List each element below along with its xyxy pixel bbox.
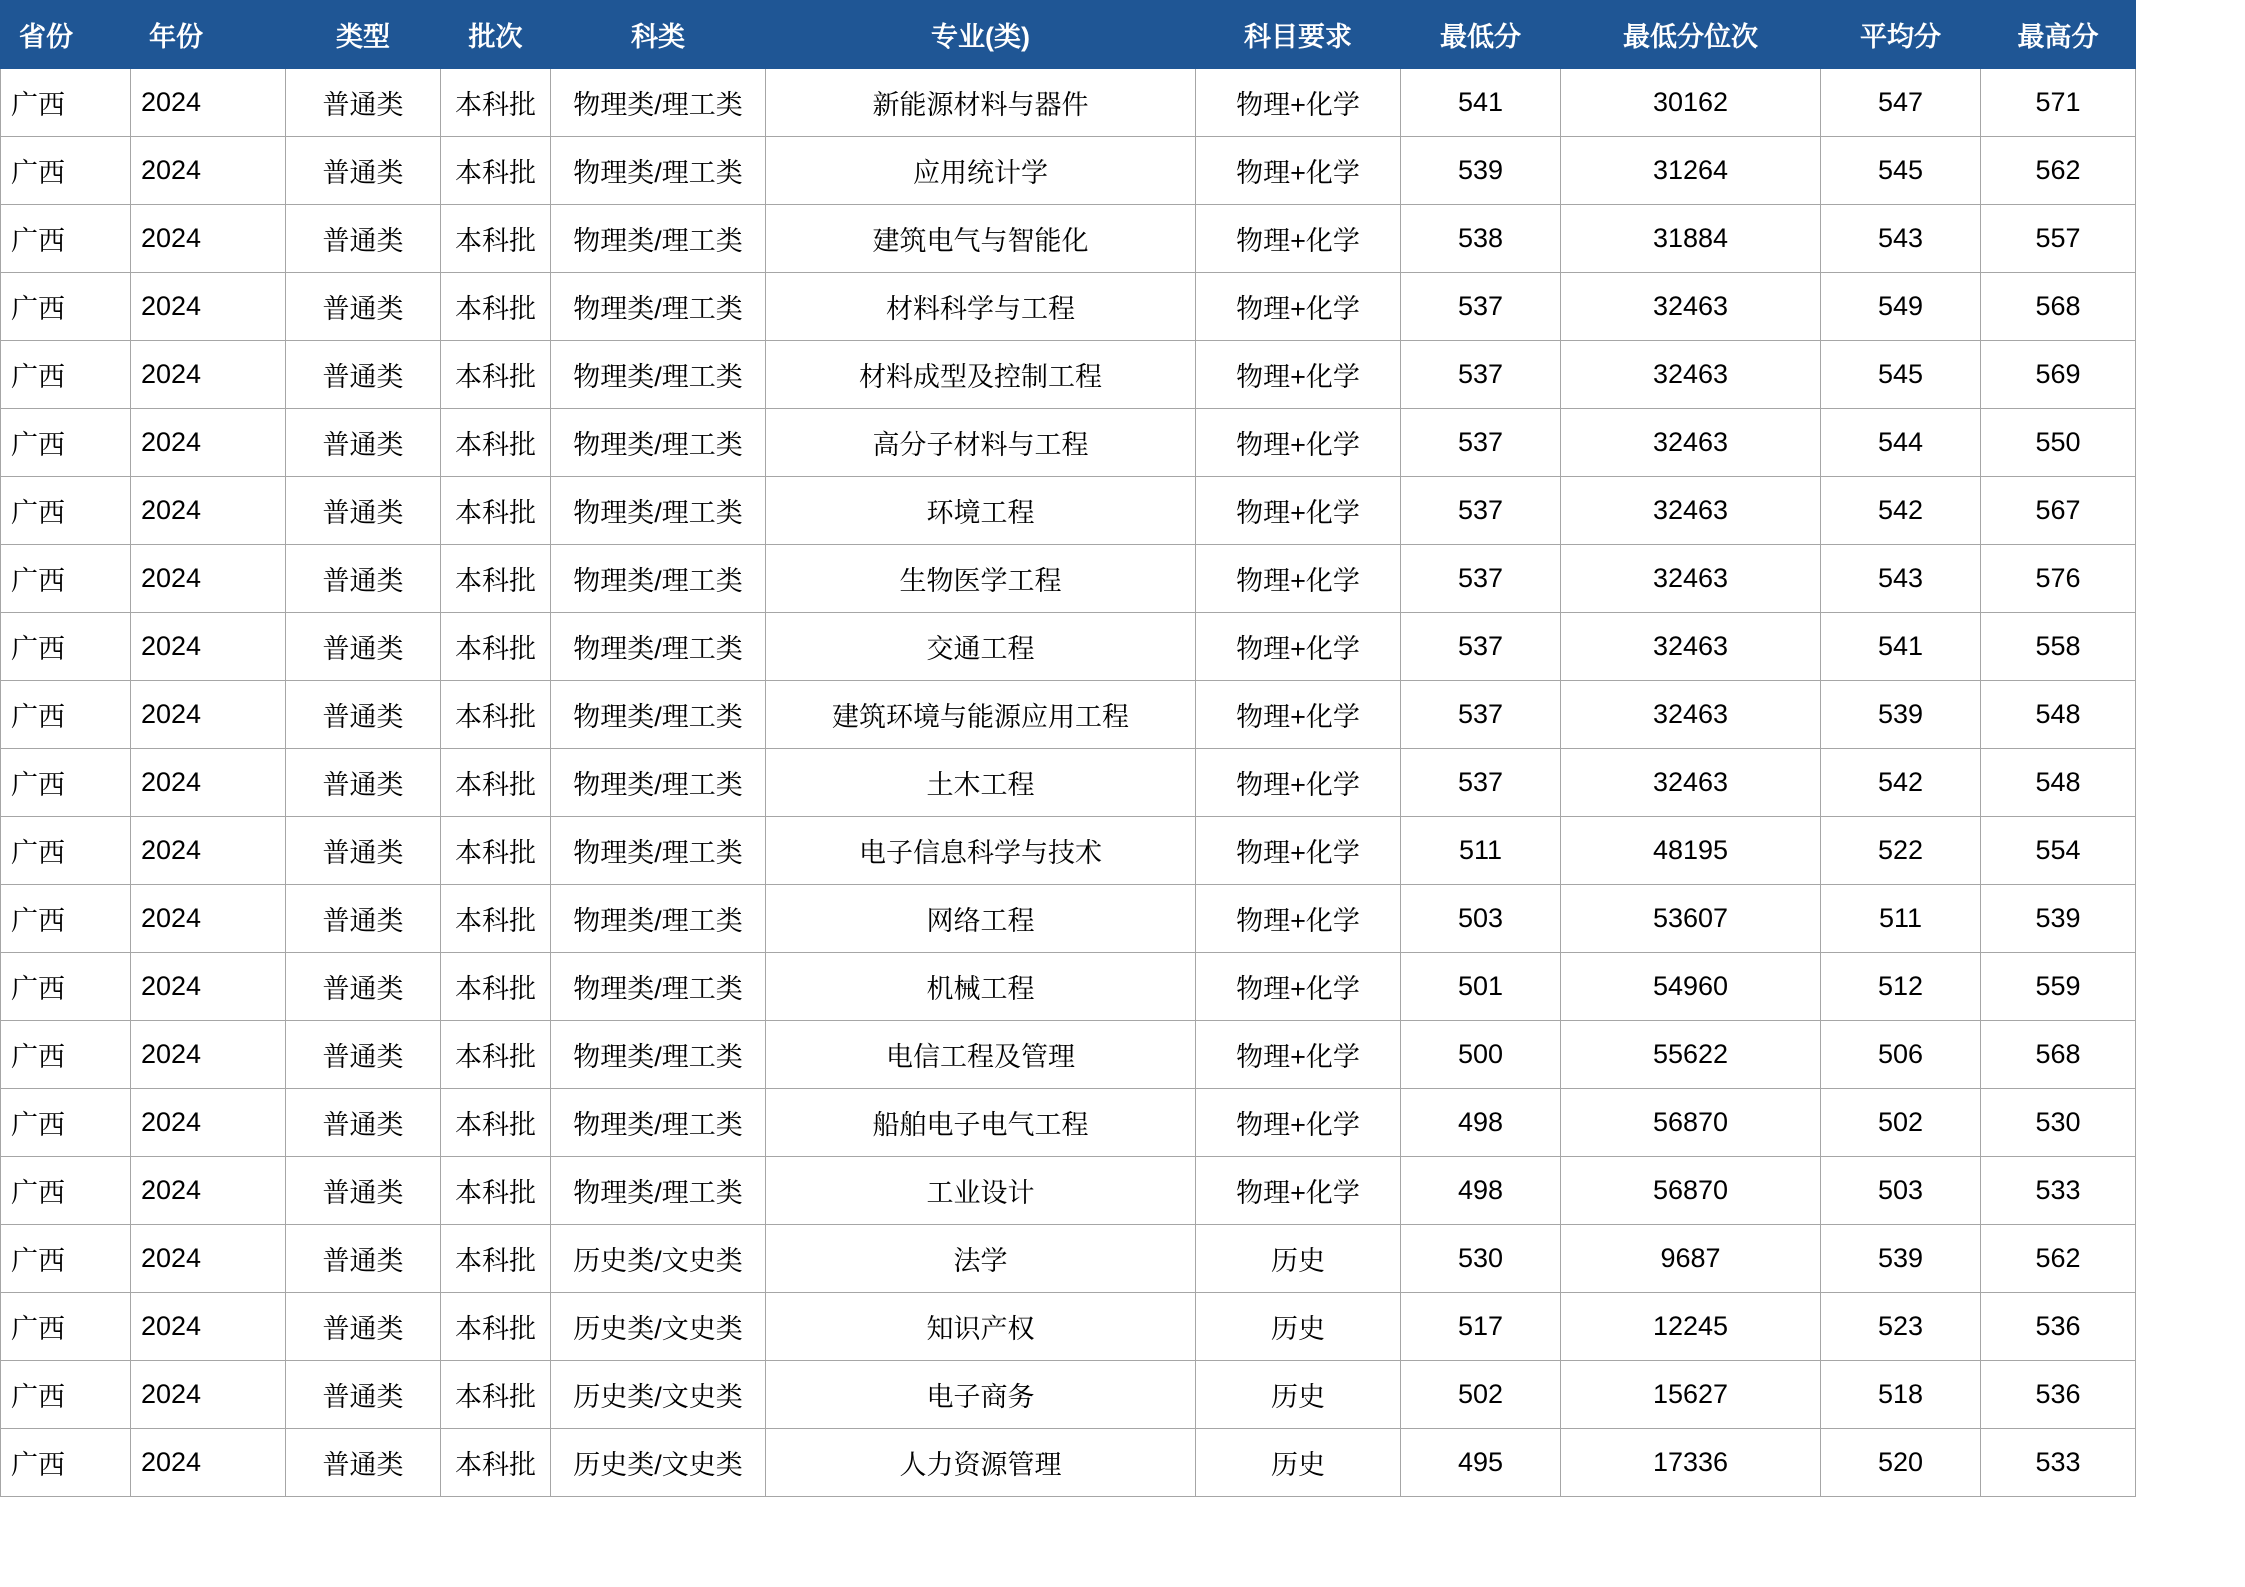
cell-min_score[interactable]: 541: [1401, 69, 1561, 137]
cell-min_rank[interactable]: 48195: [1561, 817, 1821, 885]
cell-province[interactable]: 广西: [1, 1157, 131, 1225]
cell-batch[interactable]: 本科批: [441, 953, 551, 1021]
cell-batch[interactable]: 本科批: [441, 341, 551, 409]
cell-type[interactable]: 普通类: [286, 1293, 441, 1361]
cell-max_score[interactable]: 530: [1981, 1089, 2136, 1157]
cell-avg_score[interactable]: 545: [1821, 341, 1981, 409]
table-row[interactable]: [1, 953, 2136, 1021]
cell-major[interactable]: 高分子材料与工程: [766, 409, 1196, 477]
cell-major[interactable]: 电信工程及管理: [766, 1021, 1196, 1089]
cell-max_score[interactable]: 533: [1981, 1157, 2136, 1225]
cell-type[interactable]: 普通类: [286, 409, 441, 477]
cell-major[interactable]: 交通工程: [766, 613, 1196, 681]
table-row[interactable]: [1, 1157, 2136, 1225]
cell-category[interactable]: 物理类/理工类: [551, 1021, 766, 1089]
cell-province[interactable]: 广西: [1, 953, 131, 1021]
cell-avg_score[interactable]: 549: [1821, 273, 1981, 341]
table-row[interactable]: [1, 341, 2136, 409]
cell-max_score[interactable]: 548: [1981, 749, 2136, 817]
column-header-min_score[interactable]: 最低分: [1401, 1, 1561, 69]
cell-avg_score[interactable]: 523: [1821, 1293, 1981, 1361]
cell-year[interactable]: 2024: [131, 885, 286, 953]
cell-category[interactable]: 物理类/理工类: [551, 273, 766, 341]
cell-max_score[interactable]: 568: [1981, 273, 2136, 341]
cell-major[interactable]: 工业设计: [766, 1157, 1196, 1225]
cell-major[interactable]: 生物医学工程: [766, 545, 1196, 613]
cell-avg_score[interactable]: 542: [1821, 749, 1981, 817]
cell-year[interactable]: 2024: [131, 1021, 286, 1089]
table-row[interactable]: [1, 1293, 2136, 1361]
cell-min_rank[interactable]: 31884: [1561, 205, 1821, 273]
cell-year[interactable]: 2024: [131, 273, 286, 341]
cell-min_rank[interactable]: 32463: [1561, 613, 1821, 681]
cell-avg_score[interactable]: 506: [1821, 1021, 1981, 1089]
cell-min_score[interactable]: 537: [1401, 273, 1561, 341]
table-body-physics: [1, 69, 2136, 1225]
cell-year[interactable]: 2024: [131, 1293, 286, 1361]
cell-min_score[interactable]: 539: [1401, 137, 1561, 205]
cell-subject[interactable]: 物理+化学: [1196, 681, 1401, 749]
cell-major[interactable]: 机械工程: [766, 953, 1196, 1021]
cell-subject[interactable]: 物理+化学: [1196, 885, 1401, 953]
cell-province[interactable]: 广西: [1, 1225, 131, 1293]
cell-subject[interactable]: 物理+化学: [1196, 545, 1401, 613]
cell-major[interactable]: 建筑电气与智能化: [766, 205, 1196, 273]
cell-batch[interactable]: 本科批: [441, 477, 551, 545]
cell-subject[interactable]: 物理+化学: [1196, 137, 1401, 205]
cell-major[interactable]: 电子商务: [766, 1361, 1196, 1429]
cell-min_rank[interactable]: 15627: [1561, 1361, 1821, 1429]
cell-category[interactable]: 物理类/理工类: [551, 1157, 766, 1225]
cell-year[interactable]: 2024: [131, 545, 286, 613]
cell-province[interactable]: 广西: [1, 69, 131, 137]
cell-batch[interactable]: 本科批: [441, 817, 551, 885]
cell-type[interactable]: 普通类: [286, 1429, 441, 1497]
cell-avg_score[interactable]: 503: [1821, 1157, 1981, 1225]
cell-batch[interactable]: 本科批: [441, 69, 551, 137]
cell-min_rank[interactable]: 32463: [1561, 341, 1821, 409]
cell-subject[interactable]: 物理+化学: [1196, 1089, 1401, 1157]
cell-category[interactable]: 物理类/理工类: [551, 749, 766, 817]
cell-batch[interactable]: 本科批: [441, 409, 551, 477]
cell-year[interactable]: 2024: [131, 1361, 286, 1429]
cell-max_score[interactable]: 558: [1981, 613, 2136, 681]
column-header-batch[interactable]: 批次: [441, 1, 551, 69]
cell-year[interactable]: 2024: [131, 613, 286, 681]
cell-subject[interactable]: 物理+化学: [1196, 477, 1401, 545]
table-row[interactable]: [1, 1021, 2136, 1089]
cell-max_score[interactable]: 536: [1981, 1361, 2136, 1429]
cell-province[interactable]: 广西: [1, 477, 131, 545]
cell-province[interactable]: 广西: [1, 545, 131, 613]
table-header-group: [1, 1, 2136, 69]
cell-type[interactable]: 普通类: [286, 1021, 441, 1089]
cell-subject[interactable]: 历史: [1196, 1293, 1401, 1361]
cell-min_rank[interactable]: 32463: [1561, 273, 1821, 341]
cell-year[interactable]: 2024: [131, 341, 286, 409]
cell-max_score[interactable]: 562: [1981, 137, 2136, 205]
cell-avg_score[interactable]: 543: [1821, 545, 1981, 613]
cell-min_score[interactable]: 537: [1401, 341, 1561, 409]
cell-province[interactable]: 广西: [1, 817, 131, 885]
cell-year[interactable]: 2024: [131, 749, 286, 817]
cell-type[interactable]: 普通类: [286, 1225, 441, 1293]
cell-subject[interactable]: 物理+化学: [1196, 69, 1401, 137]
cell-major[interactable]: 环境工程: [766, 477, 1196, 545]
cell-category[interactable]: 物理类/理工类: [551, 1089, 766, 1157]
cell-min_rank[interactable]: 56870: [1561, 1157, 1821, 1225]
cell-subject[interactable]: 物理+化学: [1196, 273, 1401, 341]
cell-subject[interactable]: 物理+化学: [1196, 1021, 1401, 1089]
cell-min_score[interactable]: 495: [1401, 1429, 1561, 1497]
cell-year[interactable]: 2024: [131, 953, 286, 1021]
cell-year[interactable]: 2024: [131, 205, 286, 273]
cell-batch[interactable]: 本科批: [441, 1429, 551, 1497]
cell-major[interactable]: 新能源材料与器件: [766, 69, 1196, 137]
cell-max_score[interactable]: 568: [1981, 1021, 2136, 1089]
cell-subject[interactable]: 物理+化学: [1196, 953, 1401, 1021]
cell-category[interactable]: 物理类/理工类: [551, 817, 766, 885]
column-header-year[interactable]: 年份: [131, 1, 286, 69]
column-header-major[interactable]: 专业(类): [766, 1, 1196, 69]
table-row[interactable]: [1, 1429, 2136, 1497]
cell-category[interactable]: 历史类/文史类: [551, 1429, 766, 1497]
cell-avg_score[interactable]: 547: [1821, 69, 1981, 137]
cell-max_score[interactable]: 550: [1981, 409, 2136, 477]
cell-year[interactable]: 2024: [131, 817, 286, 885]
cell-type[interactable]: 普通类: [286, 205, 441, 273]
cell-type[interactable]: 普通类: [286, 613, 441, 681]
cell-type[interactable]: 普通类: [286, 1157, 441, 1225]
cell-province[interactable]: 广西: [1, 1293, 131, 1361]
cell-avg_score[interactable]: 542: [1821, 477, 1981, 545]
cell-major[interactable]: 材料科学与工程: [766, 273, 1196, 341]
cell-major[interactable]: 法学: [766, 1225, 1196, 1293]
cell-major[interactable]: 应用统计学: [766, 137, 1196, 205]
cell-type[interactable]: 普通类: [286, 749, 441, 817]
cell-year[interactable]: 2024: [131, 1429, 286, 1497]
cell-province[interactable]: 广西: [1, 341, 131, 409]
table-row[interactable]: [1, 409, 2136, 477]
table-row[interactable]: [1, 137, 2136, 205]
cell-avg_score[interactable]: 522: [1821, 817, 1981, 885]
cell-batch[interactable]: 本科批: [441, 273, 551, 341]
table-row[interactable]: [1, 885, 2136, 953]
table-row[interactable]: [1, 477, 2136, 545]
cell-type[interactable]: 普通类: [286, 273, 441, 341]
cell-max_score[interactable]: 569: [1981, 341, 2136, 409]
cell-province[interactable]: 广西: [1, 613, 131, 681]
cell-category[interactable]: 物理类/理工类: [551, 205, 766, 273]
cell-type[interactable]: 普通类: [286, 1361, 441, 1429]
cell-subject[interactable]: 物理+化学: [1196, 341, 1401, 409]
cell-min_rank[interactable]: 53607: [1561, 885, 1821, 953]
cell-max_score[interactable]: 567: [1981, 477, 2136, 545]
cell-max_score[interactable]: 571: [1981, 69, 2136, 137]
cell-avg_score[interactable]: 502: [1821, 1089, 1981, 1157]
cell-type[interactable]: 普通类: [286, 885, 441, 953]
cell-province[interactable]: 广西: [1, 885, 131, 953]
cell-max_score[interactable]: 533: [1981, 1429, 2136, 1497]
cell-avg_score[interactable]: 512: [1821, 953, 1981, 1021]
cell-batch[interactable]: 本科批: [441, 205, 551, 273]
cell-min_rank[interactable]: 56870: [1561, 1089, 1821, 1157]
cell-min_rank[interactable]: 54960: [1561, 953, 1821, 1021]
column-header-max_score[interactable]: 最高分: [1981, 1, 2136, 69]
cell-type[interactable]: 普通类: [286, 681, 441, 749]
cell-major[interactable]: 材料成型及控制工程: [766, 341, 1196, 409]
cell-avg_score[interactable]: 520: [1821, 1429, 1981, 1497]
table-row[interactable]: [1, 69, 2136, 137]
cell-type[interactable]: 普通类: [286, 817, 441, 885]
column-header-subject[interactable]: 科目要求: [1196, 1, 1401, 69]
cell-province[interactable]: 广西: [1, 409, 131, 477]
cell-min_score[interactable]: 537: [1401, 409, 1561, 477]
cell-max_score[interactable]: 554: [1981, 817, 2136, 885]
cell-province[interactable]: 广西: [1, 1021, 131, 1089]
cell-subject[interactable]: 历史: [1196, 1429, 1401, 1497]
cell-subject[interactable]: 历史: [1196, 1361, 1401, 1429]
table-row[interactable]: [1, 817, 2136, 885]
table-row[interactable]: [1, 1089, 2136, 1157]
cell-year[interactable]: 2024: [131, 1225, 286, 1293]
cell-category[interactable]: 物理类/理工类: [551, 137, 766, 205]
table-row[interactable]: [1, 205, 2136, 273]
cell-min_rank[interactable]: 32463: [1561, 409, 1821, 477]
cell-avg_score[interactable]: 541: [1821, 613, 1981, 681]
cell-max_score[interactable]: 539: [1981, 885, 2136, 953]
cell-batch[interactable]: 本科批: [441, 885, 551, 953]
cell-year[interactable]: 2024: [131, 477, 286, 545]
cell-batch[interactable]: 本科批: [441, 1157, 551, 1225]
cell-category[interactable]: 物理类/理工类: [551, 341, 766, 409]
cell-avg_score[interactable]: 511: [1821, 885, 1981, 953]
cell-max_score[interactable]: 548: [1981, 681, 2136, 749]
cell-min_score[interactable]: 537: [1401, 749, 1561, 817]
cell-batch[interactable]: 本科批: [441, 749, 551, 817]
column-header-min_rank[interactable]: 最低分位次: [1561, 1, 1821, 69]
cell-batch[interactable]: 本科批: [441, 1361, 551, 1429]
cell-min_score[interactable]: 537: [1401, 545, 1561, 613]
cell-major[interactable]: 土木工程: [766, 749, 1196, 817]
cell-batch[interactable]: 本科批: [441, 1293, 551, 1361]
cell-major[interactable]: 建筑环境与能源应用工程: [766, 681, 1196, 749]
cell-min_rank[interactable]: 12245: [1561, 1293, 1821, 1361]
cell-max_score[interactable]: 576: [1981, 545, 2136, 613]
cell-min_rank[interactable]: 17336: [1561, 1429, 1821, 1497]
cell-province[interactable]: 广西: [1, 137, 131, 205]
cell-min_score[interactable]: 498: [1401, 1089, 1561, 1157]
cell-batch[interactable]: 本科批: [441, 137, 551, 205]
cell-min_score[interactable]: 511: [1401, 817, 1561, 885]
column-header-province[interactable]: 省份: [1, 1, 131, 69]
column-header-avg_score[interactable]: 平均分: [1821, 1, 1981, 69]
cell-min_score[interactable]: 502: [1401, 1361, 1561, 1429]
cell-year[interactable]: 2024: [131, 1157, 286, 1225]
cell-category[interactable]: 物理类/理工类: [551, 69, 766, 137]
table-row[interactable]: [1, 545, 2136, 613]
cell-max_score[interactable]: 557: [1981, 205, 2136, 273]
cell-category[interactable]: 历史类/文史类: [551, 1361, 766, 1429]
cell-min_rank[interactable]: 32463: [1561, 749, 1821, 817]
cell-major[interactable]: 人力资源管理: [766, 1429, 1196, 1497]
table-row[interactable]: [1, 681, 2136, 749]
cell-subject[interactable]: 物理+化学: [1196, 749, 1401, 817]
cell-max_score[interactable]: 559: [1981, 953, 2136, 1021]
cell-batch[interactable]: 本科批: [441, 1225, 551, 1293]
cell-min_rank[interactable]: 55622: [1561, 1021, 1821, 1089]
cell-type[interactable]: 普通类: [286, 1089, 441, 1157]
cell-year[interactable]: 2024: [131, 409, 286, 477]
cell-type[interactable]: 普通类: [286, 477, 441, 545]
cell-year[interactable]: 2024: [131, 69, 286, 137]
cell-avg_score[interactable]: 545: [1821, 137, 1981, 205]
column-header-category[interactable]: 科类: [551, 1, 766, 69]
table-header-row: [1, 1, 2136, 69]
cell-category[interactable]: 物理类/理工类: [551, 545, 766, 613]
cell-subject[interactable]: 物理+化学: [1196, 817, 1401, 885]
cell-type[interactable]: 普通类: [286, 545, 441, 613]
cell-min_rank[interactable]: 9687: [1561, 1225, 1821, 1293]
cell-category[interactable]: 历史类/文史类: [551, 1225, 766, 1293]
cell-min_score[interactable]: 517: [1401, 1293, 1561, 1361]
cell-type[interactable]: 普通类: [286, 137, 441, 205]
cell-min_score[interactable]: 530: [1401, 1225, 1561, 1293]
cell-avg_score[interactable]: 544: [1821, 409, 1981, 477]
cell-subject[interactable]: 物理+化学: [1196, 205, 1401, 273]
table-row[interactable]: [1, 613, 2136, 681]
table-row[interactable]: [1, 1225, 2136, 1293]
cell-min_score[interactable]: 501: [1401, 953, 1561, 1021]
cell-batch[interactable]: 本科批: [441, 545, 551, 613]
cell-min_score[interactable]: 503: [1401, 885, 1561, 953]
cell-batch[interactable]: 本科批: [441, 613, 551, 681]
cell-major[interactable]: 船舶电子电气工程: [766, 1089, 1196, 1157]
cell-subject[interactable]: 物理+化学: [1196, 1157, 1401, 1225]
cell-major[interactable]: 电子信息科学与技术: [766, 817, 1196, 885]
cell-type[interactable]: 普通类: [286, 341, 441, 409]
cell-min_score[interactable]: 498: [1401, 1157, 1561, 1225]
cell-max_score[interactable]: 536: [1981, 1293, 2136, 1361]
cell-province[interactable]: 广西: [1, 681, 131, 749]
cell-category[interactable]: 物理类/理工类: [551, 953, 766, 1021]
cell-avg_score[interactable]: 539: [1821, 681, 1981, 749]
cell-province[interactable]: 广西: [1, 273, 131, 341]
cell-avg_score[interactable]: 539: [1821, 1225, 1981, 1293]
cell-category[interactable]: 历史类/文史类: [551, 1293, 766, 1361]
cell-batch[interactable]: 本科批: [441, 1021, 551, 1089]
cell-major[interactable]: 知识产权: [766, 1293, 1196, 1361]
cell-year[interactable]: 2024: [131, 137, 286, 205]
cell-subject[interactable]: 历史: [1196, 1225, 1401, 1293]
cell-avg_score[interactable]: 543: [1821, 205, 1981, 273]
cell-min_score[interactable]: 537: [1401, 681, 1561, 749]
cell-province[interactable]: 广西: [1, 1089, 131, 1157]
cell-category[interactable]: 物理类/理工类: [551, 409, 766, 477]
cell-avg_score[interactable]: 518: [1821, 1361, 1981, 1429]
table-row[interactable]: [1, 273, 2136, 341]
cell-batch[interactable]: 本科批: [441, 681, 551, 749]
cell-min_score[interactable]: 538: [1401, 205, 1561, 273]
cell-min_rank[interactable]: 32463: [1561, 477, 1821, 545]
cell-type[interactable]: 普通类: [286, 69, 441, 137]
cell-max_score[interactable]: 562: [1981, 1225, 2136, 1293]
cell-min_rank[interactable]: 32463: [1561, 681, 1821, 749]
cell-min_rank[interactable]: 31264: [1561, 137, 1821, 205]
cell-subject[interactable]: 物理+化学: [1196, 409, 1401, 477]
cell-subject[interactable]: 物理+化学: [1196, 613, 1401, 681]
cell-min_rank[interactable]: 32463: [1561, 545, 1821, 613]
column-header-type[interactable]: 类型: [286, 1, 441, 69]
cell-year[interactable]: 2024: [131, 681, 286, 749]
cell-min_rank[interactable]: 30162: [1561, 69, 1821, 137]
cell-category[interactable]: 物理类/理工类: [551, 477, 766, 545]
cell-category[interactable]: 物理类/理工类: [551, 613, 766, 681]
cell-year[interactable]: 2024: [131, 1089, 286, 1157]
cell-province[interactable]: 广西: [1, 1429, 131, 1497]
cell-province[interactable]: 广西: [1, 1361, 131, 1429]
cell-province[interactable]: 广西: [1, 205, 131, 273]
table-row[interactable]: [1, 749, 2136, 817]
cell-batch[interactable]: 本科批: [441, 1089, 551, 1157]
cell-major[interactable]: 网络工程: [766, 885, 1196, 953]
cell-province[interactable]: 广西: [1, 749, 131, 817]
table-body-history: [1, 1225, 2136, 1497]
cell-min_score[interactable]: 537: [1401, 477, 1561, 545]
cell-type[interactable]: 普通类: [286, 953, 441, 1021]
cell-min_score[interactable]: 500: [1401, 1021, 1561, 1089]
cell-category[interactable]: 物理类/理工类: [551, 885, 766, 953]
cell-category[interactable]: 物理类/理工类: [551, 681, 766, 749]
table-row[interactable]: [1, 1361, 2136, 1429]
cell-min_score[interactable]: 537: [1401, 613, 1561, 681]
